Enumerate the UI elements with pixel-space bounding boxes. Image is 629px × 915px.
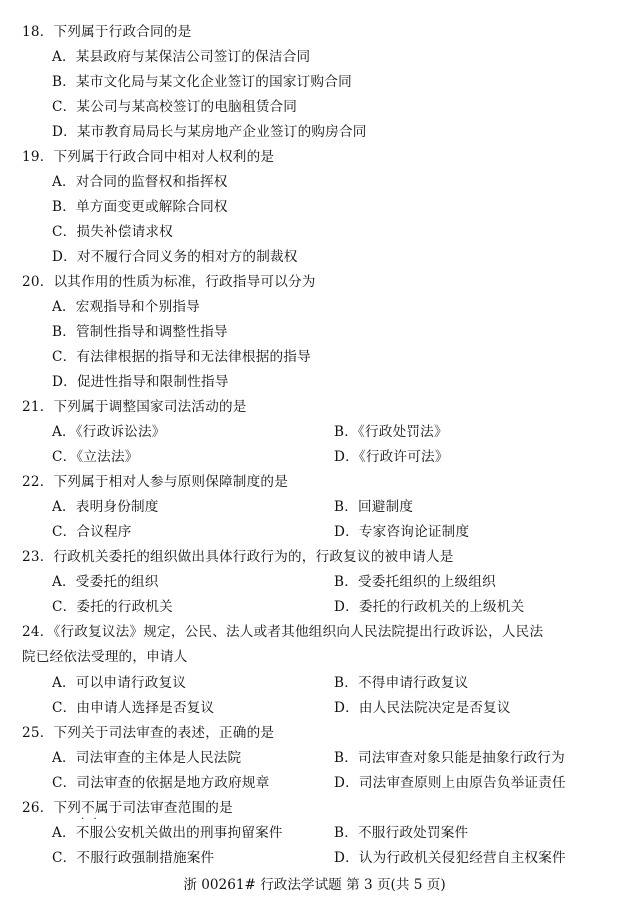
question-21-stem: 21．下列属于调整国家司法活动的是: [22, 399, 247, 415]
question-20-option-d: D．促进性指导和限制性指导: [52, 374, 229, 390]
question-23-option-d: D．委托的行政机关的上级机关: [334, 599, 525, 615]
question-19-option-b: B．单方面变更或解除合同权: [52, 199, 228, 215]
question-20-option-a: A．宏观指导和个别指导: [52, 299, 200, 315]
question-23-option-b: B．受委托组织的上级组织: [334, 574, 496, 590]
question-21-option-b: B．《行政处罚法》: [334, 424, 448, 440]
question-20-option-b: B．管制性指导和调整性指导: [52, 324, 228, 340]
question-19-option-a: A．对合同的监督权和指挥权: [52, 174, 228, 190]
question-22-stem: 22．下列属于相对人参与原则保障制度的是: [22, 474, 288, 490]
question-26-stem-emphasis: 不属 · ·: [81, 800, 109, 816]
question-25-option-c: C．司法审查的依据是地方政府规章: [52, 775, 270, 791]
question-21-option-c: C．《立法法》: [52, 449, 139, 465]
question-18-option-b: B．某市文化局与某文化企业签订的国家订购合同: [52, 74, 352, 90]
question-18-option-a: A．某县政府与某保洁公司签订的保洁合同: [52, 49, 311, 65]
question-19-option-c: C．损失补偿请求权: [52, 224, 173, 240]
question-23-stem: 23．行政机关委托的组织做出具体行政行为的，行政复议的被申请人是: [22, 549, 454, 565]
question-19-option-d: D．对不履行合同义务的相对方的制裁权: [52, 249, 298, 265]
question-26-option-d: D．认为行政机关侵犯经营自主权案件: [334, 850, 566, 866]
question-24-option-a: A．可以申请行政复议: [52, 675, 187, 691]
question-24-option-d: D．由人民法院决定是否复议: [334, 700, 511, 716]
question-22-option-a: A．表明身份制度: [52, 499, 159, 515]
question-22-option-b: B．回避制度: [334, 499, 414, 515]
question-22-option-d: D．专家咨询论证制度: [334, 524, 470, 540]
question-25-stem: 25．下列关于司法审查的表述，正确的是: [22, 725, 275, 741]
question-24-option-c: C．由申请人选择是否复议: [52, 700, 215, 716]
question-23-option-c: C．委托的行政机关: [52, 599, 173, 615]
question-24-stem-continued: 院已经依法受理的，申请人: [22, 649, 188, 665]
question-25-option-d: D．司法审查原则上由原告负举证责任: [334, 775, 566, 791]
question-19-stem: 19．下列属于行政合同中相对人权利的是: [22, 149, 275, 165]
question-20-option-c: C．有法律根据的指导和无法律根据的指导: [52, 349, 311, 365]
question-18-option-c: C．某公司与某高校签订的电脑租赁合同: [52, 99, 298, 115]
question-22-option-c: C．合议程序: [52, 524, 132, 540]
question-24-stem: 24．《行政复议法》规定，公民、法人或者其他组织向人民法院提出行政诉讼，人民法: [22, 624, 544, 640]
question-18-stem: 18．下列属于行政合同的是: [22, 24, 192, 40]
question-18-option-d: D．某市教育局局长与某房地产企业签订的购房合同: [52, 124, 367, 140]
question-26-stem-suffix: 于司法审查范围的是: [108, 800, 233, 816]
question-26-stem: [22, 800, 233, 816]
question-26-option-a: A．不服公安机关做出的刑事拘留案件: [52, 825, 283, 841]
question-24-option-b: B．不得申请行政复议: [334, 675, 469, 691]
page-footer: 浙 00261# 行政法学试题 第 3 页(共 5 页): [183, 877, 446, 893]
question-26-option-b: B．不服行政处罚案件: [334, 825, 469, 841]
question-26-stem-prefix: 26．下列: [22, 800, 82, 816]
question-21-option-a: A．《行政诉讼法》: [52, 424, 166, 440]
question-25-option-b: B．司法审查对象只能是抽象行政行为: [334, 750, 565, 766]
question-21-option-d: D．《行政许可法》: [334, 449, 449, 465]
question-23-option-a: A．受委托的组织: [52, 574, 159, 590]
question-25-option-a: A．司法审查的主体是人民法院: [52, 750, 242, 766]
question-26-option-c: C．不服行政强制措施案件: [52, 850, 215, 866]
question-20-stem: 20．以其作用的性质为标准，行政指导可以分为: [22, 274, 316, 290]
